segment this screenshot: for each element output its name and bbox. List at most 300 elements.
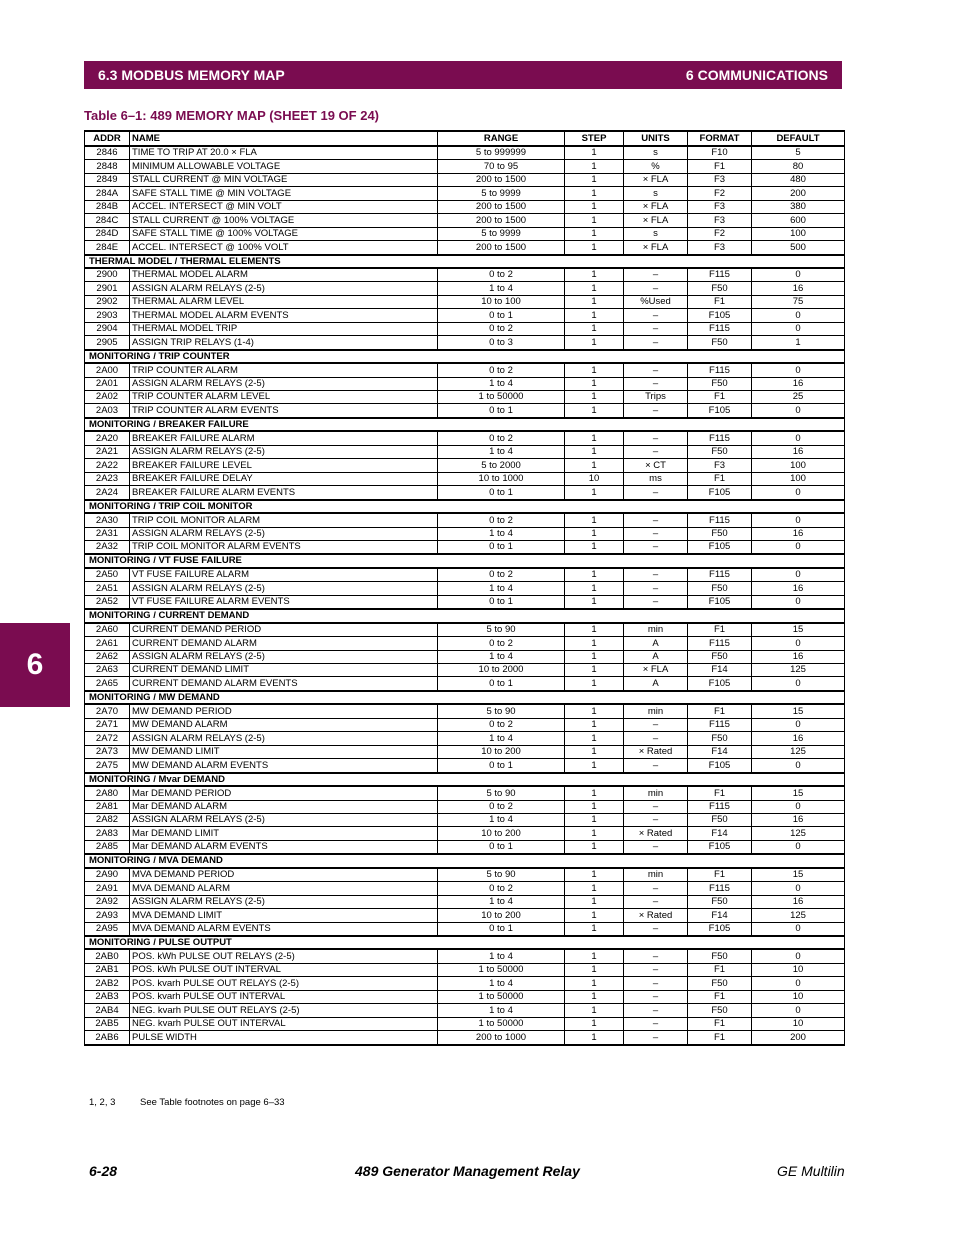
- cell-name: STALL CURRENT @ 100% VOLTAGE: [130, 214, 438, 227]
- cell-units: s: [624, 187, 688, 200]
- cell-addr: 284D: [85, 227, 130, 240]
- cell-step: 1: [565, 309, 624, 322]
- cell-format: F1: [688, 1017, 752, 1030]
- cell-default: 0: [752, 718, 845, 731]
- cell-addr: 2A91: [85, 882, 130, 895]
- cell-name: NEG. kvarh PULSE OUT RELAYS (2-5): [130, 1004, 438, 1017]
- cell-step: 1: [565, 1031, 624, 1045]
- cell-units: –: [624, 840, 688, 854]
- table-row: [85, 895, 845, 908]
- section-label: MONITORING / Mvar DEMAND: [85, 773, 845, 787]
- cell-range: 0 to 1: [438, 486, 565, 500]
- table-row: [85, 786, 845, 800]
- section-label: MONITORING / TRIP COIL MONITOR: [85, 500, 845, 514]
- cell-format: F105: [688, 759, 752, 773]
- table-row: [85, 718, 845, 731]
- table-row: [85, 732, 845, 745]
- cell-units: –: [624, 404, 688, 418]
- table-row: [85, 513, 845, 527]
- cell-name: Mar DEMAND ALARM: [130, 800, 438, 813]
- cell-name: TRIP COIL MONITOR ALARM: [130, 513, 438, 527]
- cell-units: –: [624, 568, 688, 582]
- cell-addr: 2A21: [85, 445, 130, 458]
- cell-step: 1: [565, 527, 624, 540]
- cell-default: 0: [752, 595, 845, 609]
- cell-step: 1: [565, 664, 624, 677]
- cell-addr: 2A81: [85, 800, 130, 813]
- table-row: [85, 404, 845, 418]
- cell-range: 5 to 90: [438, 868, 565, 882]
- table-row: [85, 922, 845, 936]
- cell-format: F2: [688, 187, 752, 200]
- cell-default: 0: [752, 800, 845, 813]
- cell-name: POS. kWh PULSE OUT RELAYS (2-5): [130, 949, 438, 963]
- cell-format: F1: [688, 963, 752, 976]
- cell-default: 0: [752, 363, 845, 377]
- cell-step: 1: [565, 963, 624, 976]
- cell-format: F50: [688, 282, 752, 295]
- table-row: [85, 241, 845, 255]
- section-title: 6.3 MODBUS MEMORY MAP: [98, 67, 285, 83]
- cell-range: 1 to 4: [438, 949, 565, 963]
- section-label: THERMAL MODEL / THERMAL ELEMENTS: [85, 255, 845, 269]
- cell-name: BREAKER FAILURE ALARM: [130, 431, 438, 445]
- cell-format: F1: [688, 391, 752, 404]
- cell-name: MINIMUM ALLOWABLE VOLTAGE: [130, 160, 438, 173]
- cell-format: F115: [688, 568, 752, 582]
- table-row: [85, 268, 845, 282]
- cell-step: 1: [565, 718, 624, 731]
- cell-units: –: [624, 1031, 688, 1045]
- cell-units: –: [624, 595, 688, 609]
- cell-addr: 2901: [85, 282, 130, 295]
- cell-step: 1: [565, 391, 624, 404]
- cell-default: 16: [752, 445, 845, 458]
- section-label: MONITORING / MVA DEMAND: [85, 854, 845, 868]
- cell-range: 0 to 1: [438, 309, 565, 322]
- table-row: [85, 1017, 845, 1030]
- cell-format: F1: [688, 623, 752, 637]
- cell-units: × FLA: [624, 214, 688, 227]
- cell-name: ASSIGN ALARM RELAYS (2-5): [130, 282, 438, 295]
- column-header: STEP: [565, 131, 624, 146]
- table-row: [85, 868, 845, 882]
- section-row: [85, 500, 845, 514]
- cell-name: ASSIGN ALARM RELAYS (2-5): [130, 732, 438, 745]
- cell-step: 1: [565, 363, 624, 377]
- table-row: [85, 664, 845, 677]
- cell-range: 10 to 200: [438, 745, 565, 758]
- cell-units: × Rated: [624, 909, 688, 922]
- cell-default: 0: [752, 404, 845, 418]
- cell-addr: 2A80: [85, 786, 130, 800]
- table-row: [85, 800, 845, 813]
- cell-range: 0 to 1: [438, 922, 565, 936]
- cell-default: 100: [752, 472, 845, 485]
- cell-units: min: [624, 704, 688, 718]
- section-row: [85, 255, 845, 269]
- cell-name: MW DEMAND ALARM: [130, 718, 438, 731]
- cell-default: 200: [752, 187, 845, 200]
- cell-default: 100: [752, 227, 845, 240]
- cell-addr: 2846: [85, 146, 130, 160]
- cell-units: –: [624, 582, 688, 595]
- cell-name: ACCEL. INTERSECT @ MIN VOLT: [130, 200, 438, 213]
- cell-range: 0 to 2: [438, 431, 565, 445]
- cell-name: POS. kWh PULSE OUT INTERVAL: [130, 963, 438, 976]
- cell-default: 10: [752, 1017, 845, 1030]
- cell-name: ACCEL. INTERSECT @ 100% VOLT: [130, 241, 438, 255]
- cell-default: 15: [752, 704, 845, 718]
- cell-default: 0: [752, 977, 845, 990]
- cell-format: F115: [688, 882, 752, 895]
- cell-range: 0 to 1: [438, 840, 565, 854]
- cell-range: 70 to 95: [438, 160, 565, 173]
- cell-name: TIME TO TRIP AT 20.0 × FLA: [130, 146, 438, 160]
- cell-addr: 2A30: [85, 513, 130, 527]
- cell-range: 0 to 2: [438, 322, 565, 335]
- cell-step: 1: [565, 745, 624, 758]
- table-row: [85, 637, 845, 650]
- cell-name: CURRENT DEMAND PERIOD: [130, 623, 438, 637]
- cell-default: 0: [752, 949, 845, 963]
- cell-default: 15: [752, 868, 845, 882]
- cell-units: min: [624, 786, 688, 800]
- cell-format: F105: [688, 309, 752, 322]
- cell-format: F50: [688, 582, 752, 595]
- cell-addr: 2A61: [85, 637, 130, 650]
- cell-units: min: [624, 868, 688, 882]
- cell-format: F14: [688, 909, 752, 922]
- cell-addr: 2A85: [85, 840, 130, 854]
- cell-addr: 284C: [85, 214, 130, 227]
- column-header: RANGE: [438, 131, 565, 146]
- cell-name: SAFE STALL TIME @ 100% VOLTAGE: [130, 227, 438, 240]
- cell-addr: 2A22: [85, 459, 130, 472]
- cell-step: 1: [565, 800, 624, 813]
- cell-name: MVA DEMAND LIMIT: [130, 909, 438, 922]
- cell-range: 0 to 1: [438, 759, 565, 773]
- cell-addr: 2AB5: [85, 1017, 130, 1030]
- cell-format: F14: [688, 827, 752, 840]
- table-row: [85, 295, 845, 308]
- cell-default: 16: [752, 282, 845, 295]
- table-body: [85, 146, 845, 1045]
- cell-default: 480: [752, 173, 845, 186]
- cell-addr: 2A01: [85, 377, 130, 390]
- cell-default: 0: [752, 637, 845, 650]
- cell-range: 10 to 100: [438, 295, 565, 308]
- section-label: MONITORING / VT FUSE FAILURE: [85, 554, 845, 568]
- cell-units: s: [624, 227, 688, 240]
- cell-units: –: [624, 377, 688, 390]
- cell-name: CURRENT DEMAND ALARM: [130, 637, 438, 650]
- cell-step: 1: [565, 377, 624, 390]
- cell-units: –: [624, 540, 688, 554]
- cell-units: × FLA: [624, 664, 688, 677]
- cell-range: 200 to 1500: [438, 241, 565, 255]
- cell-addr: 2A23: [85, 472, 130, 485]
- cell-format: F105: [688, 840, 752, 854]
- cell-units: –: [624, 431, 688, 445]
- cell-name: VT FUSE FAILURE ALARM EVENTS: [130, 595, 438, 609]
- cell-default: 0: [752, 840, 845, 854]
- cell-format: F50: [688, 527, 752, 540]
- table-row: [85, 309, 845, 322]
- cell-default: 0: [752, 486, 845, 500]
- cell-step: 1: [565, 540, 624, 554]
- table-row: [85, 200, 845, 213]
- cell-format: F3: [688, 173, 752, 186]
- cell-name: ASSIGN ALARM RELAYS (2-5): [130, 527, 438, 540]
- cell-step: 1: [565, 241, 624, 255]
- cell-format: F50: [688, 1004, 752, 1017]
- cell-addr: 2A24: [85, 486, 130, 500]
- cell-name: POS. kvarh PULSE OUT RELAYS (2-5): [130, 977, 438, 990]
- cell-format: F3: [688, 459, 752, 472]
- cell-format: F3: [688, 214, 752, 227]
- footnote-text: See Table footnotes on page 6–33: [140, 1097, 285, 1108]
- cell-format: F105: [688, 922, 752, 936]
- column-header: FORMAT: [688, 131, 752, 146]
- cell-format: F14: [688, 745, 752, 758]
- cell-units: × CT: [624, 459, 688, 472]
- cell-name: CURRENT DEMAND ALARM EVENTS: [130, 677, 438, 691]
- cell-name: MW DEMAND ALARM EVENTS: [130, 759, 438, 773]
- cell-default: 10: [752, 963, 845, 976]
- cell-units: %Used: [624, 295, 688, 308]
- cell-step: 1: [565, 623, 624, 637]
- section-header-bar: [84, 61, 842, 89]
- cell-name: THERMAL MODEL ALARM EVENTS: [130, 309, 438, 322]
- cell-range: 1 to 4: [438, 445, 565, 458]
- cell-step: 1: [565, 977, 624, 990]
- cell-addr: 2A95: [85, 922, 130, 936]
- cell-default: 1: [752, 336, 845, 350]
- cell-default: 200: [752, 1031, 845, 1045]
- cell-format: F115: [688, 718, 752, 731]
- cell-range: 0 to 3: [438, 336, 565, 350]
- table-row: [85, 472, 845, 485]
- cell-name: SAFE STALL TIME @ MIN VOLTAGE: [130, 187, 438, 200]
- cell-step: 1: [565, 568, 624, 582]
- cell-format: F50: [688, 377, 752, 390]
- section-row: [85, 773, 845, 787]
- table-row: [85, 227, 845, 240]
- cell-name: ASSIGN ALARM RELAYS (2-5): [130, 813, 438, 826]
- cell-addr: 2A92: [85, 895, 130, 908]
- cell-format: F50: [688, 336, 752, 350]
- cell-addr: 2A50: [85, 568, 130, 582]
- cell-addr: 2905: [85, 336, 130, 350]
- cell-range: 1 to 4: [438, 527, 565, 540]
- cell-default: 0: [752, 677, 845, 691]
- cell-addr: 2A65: [85, 677, 130, 691]
- cell-name: Mar DEMAND ALARM EVENTS: [130, 840, 438, 854]
- cell-name: MW DEMAND LIMIT: [130, 745, 438, 758]
- cell-step: 1: [565, 173, 624, 186]
- section-label: MONITORING / CURRENT DEMAND: [85, 609, 845, 623]
- page-number: 6-28: [89, 1163, 118, 1179]
- table-row: [85, 813, 845, 826]
- cell-step: 1: [565, 431, 624, 445]
- cell-step: 1: [565, 146, 624, 160]
- cell-step: 1: [565, 322, 624, 335]
- cell-range: 1 to 4: [438, 977, 565, 990]
- table-row: [85, 990, 845, 1003]
- cell-default: 15: [752, 623, 845, 637]
- table-row: [85, 431, 845, 445]
- cell-step: 1: [565, 486, 624, 500]
- cell-range: 10 to 1000: [438, 472, 565, 485]
- cell-step: 1: [565, 922, 624, 936]
- cell-step: 1: [565, 949, 624, 963]
- cell-format: F1: [688, 295, 752, 308]
- cell-step: 1: [565, 513, 624, 527]
- table-row: [85, 363, 845, 377]
- cell-name: PULSE WIDTH: [130, 1031, 438, 1045]
- cell-units: –: [624, 1004, 688, 1017]
- cell-format: F115: [688, 513, 752, 527]
- cell-format: F10: [688, 146, 752, 160]
- cell-units: × FLA: [624, 200, 688, 213]
- cell-name: TRIP COUNTER ALARM EVENTS: [130, 404, 438, 418]
- table-row: [85, 595, 845, 609]
- cell-units: –: [624, 513, 688, 527]
- table-row: [85, 759, 845, 773]
- cell-default: 80: [752, 160, 845, 173]
- cell-step: 1: [565, 786, 624, 800]
- cell-range: 200 to 1500: [438, 173, 565, 186]
- cell-format: F50: [688, 445, 752, 458]
- cell-format: F115: [688, 431, 752, 445]
- chapter-title: 6 COMMUNICATIONS: [685, 67, 828, 83]
- cell-range: 5 to 9999: [438, 227, 565, 240]
- table-row: [85, 623, 845, 637]
- cell-default: 25: [752, 391, 845, 404]
- cell-units: A: [624, 650, 688, 663]
- cell-step: 1: [565, 295, 624, 308]
- cell-addr: 2848: [85, 160, 130, 173]
- cell-addr: 2AB2: [85, 977, 130, 990]
- cell-default: 5: [752, 146, 845, 160]
- cell-units: –: [624, 282, 688, 295]
- cell-format: F1: [688, 786, 752, 800]
- cell-name: THERMAL ALARM LEVEL: [130, 295, 438, 308]
- cell-default: 0: [752, 882, 845, 895]
- cell-step: 1: [565, 214, 624, 227]
- cell-units: A: [624, 637, 688, 650]
- cell-units: ms: [624, 472, 688, 485]
- table-row: [85, 214, 845, 227]
- cell-step: 1: [565, 595, 624, 609]
- section-label: MONITORING / PULSE OUTPUT: [85, 936, 845, 950]
- cell-name: VT FUSE FAILURE ALARM: [130, 568, 438, 582]
- cell-name: TRIP COUNTER ALARM: [130, 363, 438, 377]
- cell-range: 10 to 2000: [438, 664, 565, 677]
- cell-range: 5 to 90: [438, 623, 565, 637]
- cell-units: –: [624, 336, 688, 350]
- cell-name: MVA DEMAND ALARM: [130, 882, 438, 895]
- cell-range: 0 to 2: [438, 268, 565, 282]
- cell-default: 0: [752, 322, 845, 335]
- cell-units: min: [624, 623, 688, 637]
- cell-units: –: [624, 363, 688, 377]
- cell-range: 0 to 2: [438, 637, 565, 650]
- section-row: [85, 691, 845, 705]
- cell-format: F115: [688, 322, 752, 335]
- cell-range: 1 to 4: [438, 377, 565, 390]
- cell-range: 10 to 200: [438, 909, 565, 922]
- cell-range: 0 to 2: [438, 882, 565, 895]
- cell-step: 1: [565, 637, 624, 650]
- cell-units: –: [624, 268, 688, 282]
- cell-addr: 2849: [85, 173, 130, 186]
- cell-name: MW DEMAND PERIOD: [130, 704, 438, 718]
- cell-format: F50: [688, 650, 752, 663]
- cell-default: 380: [752, 200, 845, 213]
- cell-range: 1 to 4: [438, 282, 565, 295]
- cell-default: 0: [752, 540, 845, 554]
- cell-name: STALL CURRENT @ MIN VOLTAGE: [130, 173, 438, 186]
- table-row: [85, 963, 845, 976]
- cell-addr: 2A62: [85, 650, 130, 663]
- column-header: UNITS: [624, 131, 688, 146]
- cell-format: F105: [688, 540, 752, 554]
- cell-step: 1: [565, 1017, 624, 1030]
- cell-step: 1: [565, 336, 624, 350]
- table-row: [85, 540, 845, 554]
- cell-format: F115: [688, 363, 752, 377]
- cell-format: F1: [688, 1031, 752, 1045]
- section-row: [85, 936, 845, 950]
- cell-default: 125: [752, 909, 845, 922]
- cell-format: F50: [688, 813, 752, 826]
- cell-name: TRIP COUNTER ALARM LEVEL: [130, 391, 438, 404]
- cell-addr: 2A02: [85, 391, 130, 404]
- cell-addr: 2A60: [85, 623, 130, 637]
- cell-addr: 2A00: [85, 363, 130, 377]
- cell-addr: 2A93: [85, 909, 130, 922]
- cell-step: 1: [565, 459, 624, 472]
- cell-range: 10 to 200: [438, 827, 565, 840]
- cell-addr: 2AB6: [85, 1031, 130, 1045]
- cell-units: A: [624, 677, 688, 691]
- cell-addr: 2AB4: [85, 1004, 130, 1017]
- table-row: [85, 527, 845, 540]
- footnote-marks: 1, 2, 3: [89, 1097, 116, 1108]
- cell-units: –: [624, 922, 688, 936]
- cell-units: Trips: [624, 391, 688, 404]
- cell-range: 0 to 1: [438, 595, 565, 609]
- table-row: [85, 322, 845, 335]
- table-footnote: [89, 1097, 285, 1108]
- cell-units: s: [624, 146, 688, 160]
- cell-format: F115: [688, 800, 752, 813]
- cell-range: 0 to 1: [438, 540, 565, 554]
- cell-addr: 2902: [85, 295, 130, 308]
- table-row: [85, 582, 845, 595]
- table-row: [85, 336, 845, 350]
- cell-range: 5 to 90: [438, 786, 565, 800]
- cell-step: 1: [565, 445, 624, 458]
- cell-addr: 2AB3: [85, 990, 130, 1003]
- cell-format: F50: [688, 732, 752, 745]
- table-row: [85, 486, 845, 500]
- chapter-side-tab: 6: [0, 623, 70, 707]
- table-row: [85, 377, 845, 390]
- cell-name: BREAKER FAILURE LEVEL: [130, 459, 438, 472]
